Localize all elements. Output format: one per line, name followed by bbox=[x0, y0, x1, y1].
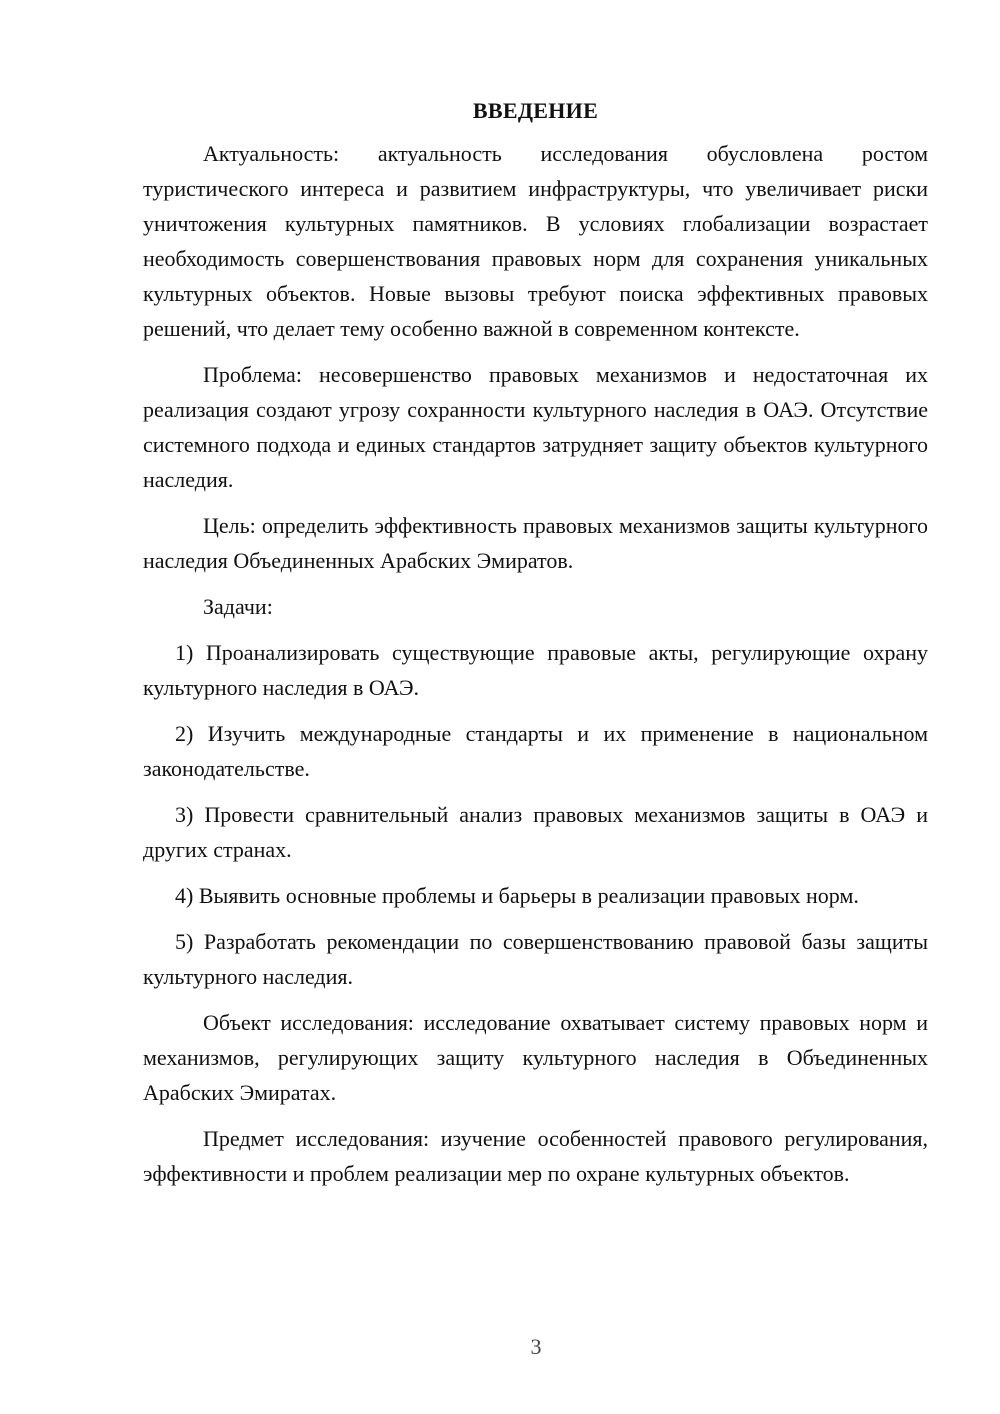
goal-paragraph: Цель: определить эффективность правовых механизмов защиты культурного наследия Объединенных Арабских Эмиратов. bbox=[143, 513, 928, 573]
object-paragraph: Объект исследования: исследование охватывает систему правовых норм и механизмов, регулирующих защиту культурного наследия в Объединенных Арабских Эмиратах. bbox=[143, 1010, 928, 1105]
task-item-2: 2) Изучить международные стандарты и их применение в национальном законодательстве. bbox=[143, 721, 928, 781]
task-item-4: 4) Выявить основные проблемы и барьеры в реализации правовых норм. bbox=[175, 883, 859, 908]
task-item-1: 1) Проанализировать существующие правовые акты, регулирующие охрану культурного наследия в ОАЭ. bbox=[143, 640, 928, 700]
document-page bbox=[143, 96, 928, 1191]
problem-paragraph: Проблема: несовершенство правовых механизмов и недостаточная их реализация создают угрозу сохранности культурного наследия в ОАЭ. Отсутствие системного подхода и единых стандартов затрудняет защиту объектов культурного наследия. bbox=[143, 362, 928, 492]
page-title: ВВЕДЕНИЕ bbox=[472, 98, 599, 123]
page-number: 3 bbox=[530, 1334, 542, 1359]
tasks-heading: Задачи: bbox=[203, 594, 273, 619]
relevance-paragraph: Актуальность: актуальность исследования обусловлена ростом туристического интереса и развитием инфраструктуры, что увеличивает риски уничтожения культурных памятников. В условиях глобализации возрастает необходимость совершенствования правовых норм для сохранения уникальных культурных объектов. Новые вызовы требуют поиска эффективных правовых решений, что делает тему особенно важной в современном контексте. bbox=[143, 141, 928, 341]
subject-paragraph: Предмет исследования: изучение особенностей правового регулирования, эффективности и проблем реализации мер по охране культурных объектов. bbox=[143, 1126, 928, 1186]
task-item-3: 3) Провести сравнительный анализ правовых механизмов защиты в ОАЭ и других странах. bbox=[143, 802, 928, 862]
task-item-5: 5) Разработать рекомендации по совершенствованию правовой базы защиты культурного наследия. bbox=[143, 929, 928, 989]
